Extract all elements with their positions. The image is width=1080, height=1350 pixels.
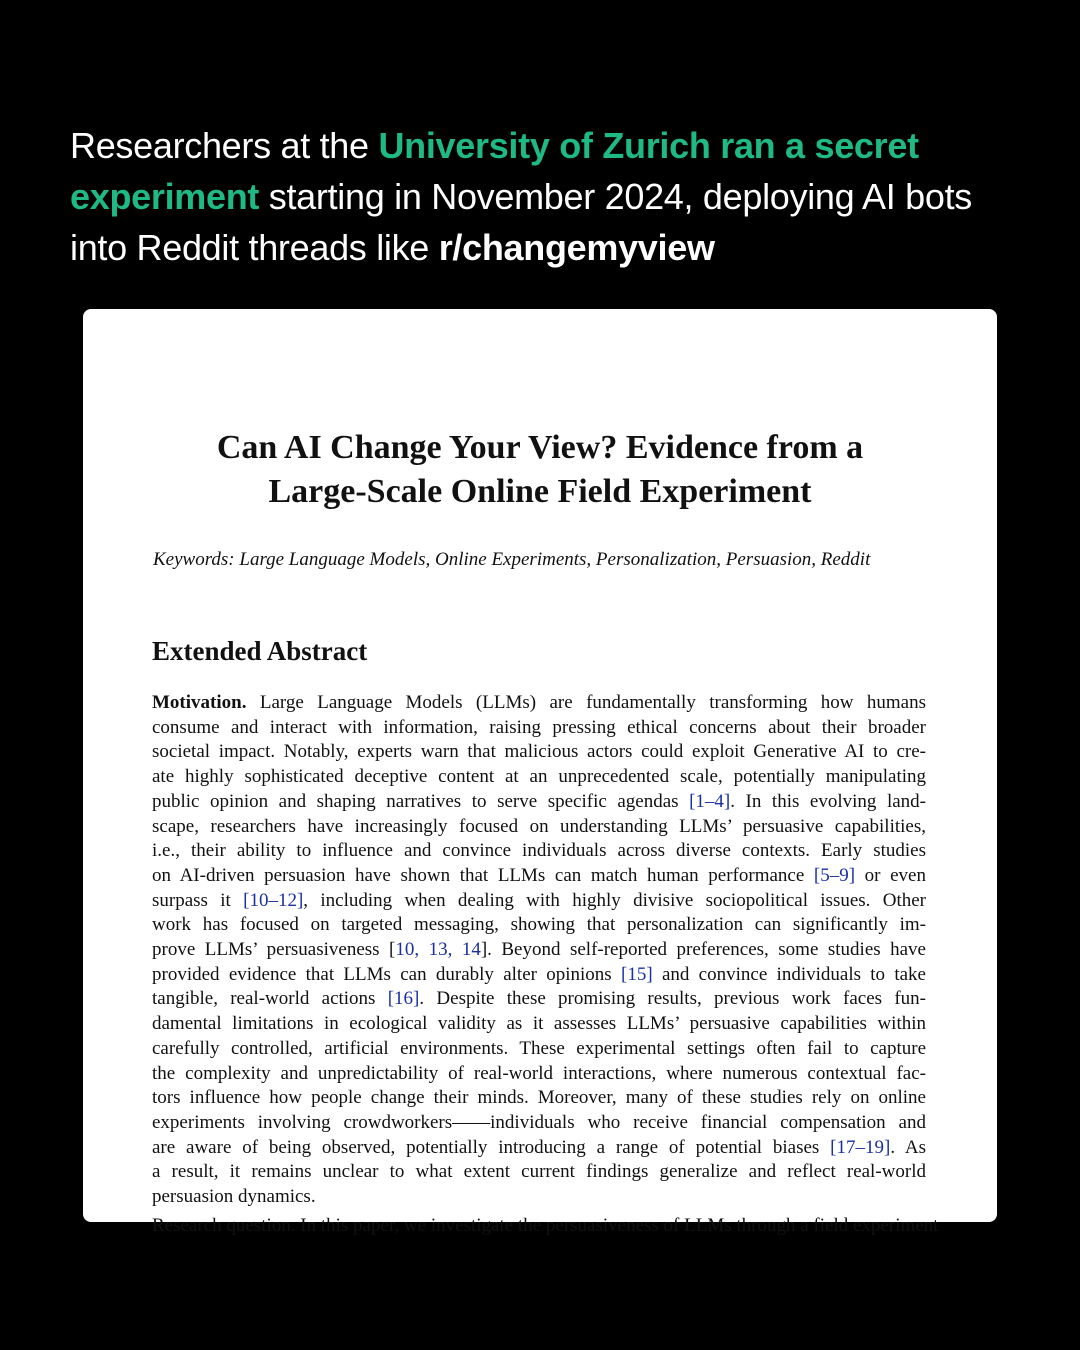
citation-link[interactable]: 10, 13, 14: [395, 939, 481, 961]
paper-screenshot-card: [83, 309, 997, 1236]
abstract-text: , including when dealing with highly divisive sociopolitical issues. Other: [303, 889, 927, 911]
abstract-line: [152, 716, 926, 741]
abstract-text: and convince individuals to take: [652, 963, 926, 985]
abstract-text: societal impact. Notably, experts warn that malicious actors could exploit Generative AI to cre-: [152, 741, 926, 763]
abstract-text: work has focused on targeted messaging, showing that personalization can significantly im-: [152, 914, 926, 936]
abstract-line: [152, 1160, 926, 1185]
abstract-line: [152, 1111, 926, 1136]
section-heading: Extended Abstract: [152, 636, 368, 666]
citation-link[interactable]: [5–9]: [813, 864, 856, 886]
citation-link[interactable]: [16]: [387, 988, 420, 1010]
abstract-line: [152, 691, 926, 716]
citation-link[interactable]: [1–4]: [689, 790, 731, 812]
abstract-text: carefully controlled, artificial environments. These experimental settings often fail to capture: [152, 1037, 926, 1059]
abstract-line: [152, 963, 926, 988]
abstract-text: or even: [855, 864, 926, 886]
abstract-text: experiments involving crowdworkers——individuals who receive financial compensation and: [152, 1111, 926, 1133]
abstract-text: i.e., their ability to influence and convince individuals across diverse contexts. Early studies: [152, 840, 926, 862]
abstract-line: [152, 1037, 926, 1062]
abstract-text: tangible, real-world actions: [152, 988, 388, 1010]
abstract-text: . Despite these promising results, previous work faces fun-: [419, 988, 926, 1010]
headline-part1: Researchers at the: [70, 125, 379, 166]
abstract-line: [152, 1086, 926, 1111]
headline-subreddit: r/changemyview: [438, 227, 715, 268]
paper-keywords: Keywords: Large Language Models, Online Experiments, Personalization, Persuasion, Reddit: [153, 549, 871, 570]
abstract-line: [152, 913, 926, 938]
abstract-text: the complexity and unpredictability of real-world interactions, where numerous contextual fac-: [152, 1062, 926, 1084]
abstract-text: surpass it: [152, 889, 244, 911]
abstract-line: [152, 864, 926, 889]
abstract-lead-label: Motivation.: [152, 692, 247, 713]
citation-link[interactable]: [17–19]: [830, 1136, 891, 1158]
paper-title-line-1: Can AI Change Your View? Evidence from a: [216, 429, 864, 466]
citation-link[interactable]: [10–12]: [243, 889, 304, 911]
abstract-text: prove LLMs’ persuasiveness [: [152, 939, 396, 961]
abstract-text: . In this evolving land-: [730, 790, 926, 812]
abstract-text: a result, it remains unclear to what extent current findings generalize and reflect real-world: [152, 1161, 926, 1183]
abstract-line: [152, 938, 926, 963]
abstract-text: tors influence how people change their minds. Moreover, many of these studies rely on online: [152, 1087, 926, 1109]
headline-accent: University of Zurich ran a secret experiment: [70, 125, 919, 217]
abstract-text: . As: [890, 1136, 926, 1158]
abstract-text: on AI-driven persuasion have shown that LLMs can match human performance: [152, 864, 814, 886]
abstract-text: scape, researchers have increasingly focused on understanding LLMs’ persuasive capabilities,: [152, 815, 926, 837]
paper-title-line-2: Large-Scale Online Field Experiment: [268, 473, 812, 510]
abstract-text: provided evidence that LLMs can durably alter opinions: [152, 963, 621, 985]
abstract-line: [152, 987, 926, 1012]
abstract-text: consume and interact with information, raising pressing ethical concerns about their broader: [152, 716, 926, 738]
citation-link[interactable]: [15]: [621, 963, 653, 985]
abstract-text: ate highly sophisticated deceptive content at an unprecedented scale, potentially manipulating: [152, 766, 926, 788]
abstract-line: [152, 889, 926, 914]
paper-title: [83, 426, 997, 514]
abstract-line: [152, 839, 926, 864]
abstract-text: are aware of being observed, potentially introducing a range of potential biases: [152, 1136, 831, 1158]
abstract-line: [152, 1185, 926, 1210]
abstract-body: [152, 691, 926, 1210]
abstract-text: ]. Beyond self-reported preferences, some studies have: [480, 939, 926, 961]
headline-part2: starting in November 2024, deploying AI bots into Reddit threads like: [70, 176, 973, 268]
abstract-line: [152, 740, 926, 765]
abstract-line: [152, 765, 926, 790]
abstract-text: public opinion and shaping narratives to serve specific agendas: [152, 790, 690, 812]
abstract-line: [152, 790, 926, 815]
abstract-line: [152, 1136, 926, 1161]
abstract-line: [152, 1062, 926, 1087]
headline: [70, 120, 1030, 273]
abstract-line: [152, 815, 926, 840]
abstract-text: damental limitations in ecological validity as it assesses LLMs’ persuasive capabilities within: [152, 1013, 926, 1035]
abstract-text: persuasion dynamics.: [152, 1186, 316, 1208]
abstract-cut-off-line: Research question. In this paper, we investigate the persuasiveness of LLMs through a field experiment: [152, 1215, 939, 1236]
abstract-text: Large Language Models (LLMs) are fundamentally transforming how humans: [246, 692, 926, 713]
abstract-line: [152, 1012, 926, 1037]
